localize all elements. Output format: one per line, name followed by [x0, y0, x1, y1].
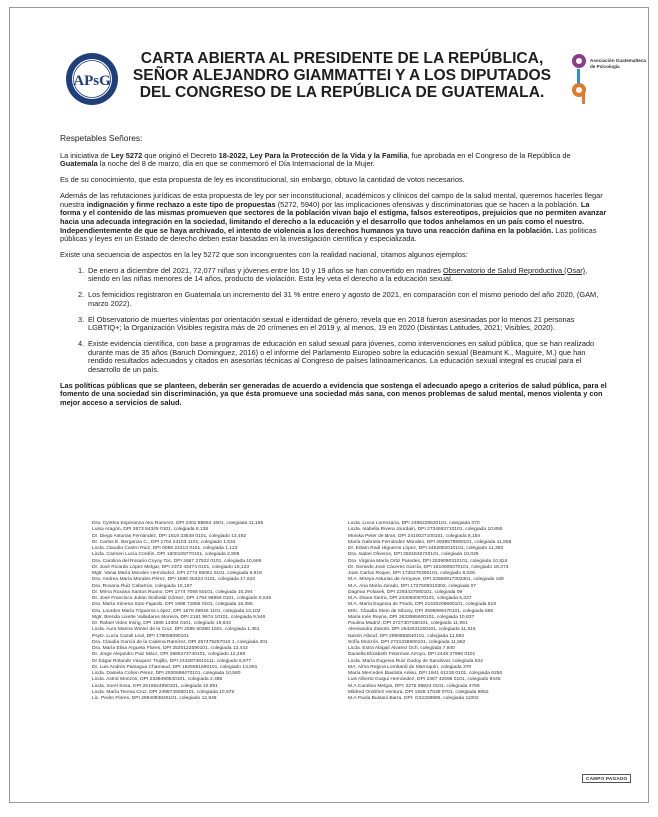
agp-logo-icon	[568, 52, 590, 108]
signature-line: Alessandra Zanotti, DPI 2542631150101, colegiada 11,916	[348, 627, 476, 633]
paragraph-2: Es de su conocimiento, que esta propuesta de ley es inconstitucional, sin embargo, obtuvo la cantidad de votos necesarios.	[60, 175, 465, 185]
list-item: 2. Los femicidios registraron en Guatemala un incremento del 31 % entre enero y agosto de 2021, en comparación con el mismo periodo del año 2020, (GAM, marzo 2022).	[78, 290, 599, 308]
signature-line: M.A Carolina Melgar, DPI: 2275 86824 0101, colegiada 4759	[348, 683, 480, 689]
signature-line: Sofía Monzón, DPI 2731336590101, colegiada 11,562	[348, 639, 466, 645]
closing-paragraph: Las políticas públicas que se planteen, deberán ser generadas de acuerdo a evidencia que sostenga el adecuado apego a criterios de salud pública, para el fomento de una sociedad sin discriminación, ya que ésta promueve una sociedad más sana, con menos problemas de salud mental, menos violenta y con mejor acceso a servicios de salud.	[60, 380, 607, 408]
letter-header	[10, 8, 648, 126]
list-item: 1. De enero a diciembre del 2021, 72,077 niñas y jóvenes entre los 10 y 19 años se han convertido en madres Observatorio de Salud Reproductiva (Osar), siendo en las niñas menores de 14 años, producto de violación. Esta ley veta el derecho a la educación sexual.	[78, 265, 588, 284]
signature-line: Dr. José Francisco Julián Sinibaldi Gómez, DPI 1794 96956 0101, colegiado 6,646	[92, 596, 272, 601]
paid-field-tag: CAMPO PAGADO	[582, 774, 631, 783]
signature-line: Licda. María Teresa Cruz, DPI 2496745050101, colegiada 10,579	[92, 689, 235, 695]
signature-line: M.A. Diana Sierra, DPI 2430630670101, colegiada 5,337	[348, 596, 472, 601]
signature-line: Licda. Aura Marina Winter de la Cruz, DPI 2585 60290 1601, colegiada 1,451	[92, 627, 260, 633]
osar-link[interactable]: Observatorio de Salud Reproductiva (Osar)	[442, 265, 586, 275]
signature-line: Dra. Isabel Oliveros, DPI 2501846720101, colegiada 10,029	[348, 552, 479, 558]
signature-line: Dr. Edwin Raúl Higueros López, DPI 2452002010101, colegiado 11,393	[348, 546, 504, 551]
signature-line: Dr. Luis Andrés Paniagua Chamaud, DPI 1625681690101, colegiado 13,991	[92, 664, 258, 670]
signature-line: PsyD. Lucía Cazali Leal, DPI 178058090101	[92, 633, 189, 639]
signature-line: Dr Edgar Rolando Vásquez Trujillo, DPI 2442874810111, colegiado 6,977	[92, 658, 252, 664]
greeting: Respetables Señores:	[60, 133, 143, 143]
signature-line: M.A Paola Bustani Barra. DPI: G32328985, colegiada 11002	[348, 696, 479, 701]
signature-line: Luis Alberto Guigui Hernández, DPI 2387 42695 0101, colegiado 9445	[348, 677, 501, 683]
signature-line: Mgtr. Vania María Morales Hernández, DPI 2774 85061 0101, colegiada 6,818	[92, 571, 262, 576]
apg-seal-logo-icon	[65, 52, 119, 106]
paragraph-3: Además de las refutaciones jurídicas de esta propuesta de ley por ser inconstitucional, académicos y clínicos del campo de la salud mental, queremos hacerles llegar nuestra indignación y firme rechazo a este tipo de propuestas (5272, 5940) por las implicaciones ofensivas y discriminatorias que se hacen a la población. La forma y el contenido de las mismas promueven que sectores de la población vivan bajo el estigma, falsos estereotipos, prejuicios que no permiten avanzar hacia una adecuada integración en la sociedad, limitando el derecho a la educación y el desarrollo que todos anhelamos en un país como el nuestro. Independientemente de que se haya archivado, el intento de violencia a los derechos humanos ya tuvo una reacción dañina en la población. Las políticas públicas y leyes en un Estado de derecho deben estar basadas en la investigación científica y especializada.	[60, 190, 607, 244]
list-item: 4. Existe evidencia científica, con base a programas de educación en salud sexual para jóvenes, como intervenciones en salud pública, que se han realizado durante mas de 35 años (Baruch Dominguez, 2016) o el informe del Parlamento Europeo sobre la educación sexual (Beamunt K., Maguire, M.) que han rendido resultados adecuados y citados en asesorías técnicas al Congreso de países latinoamericanos. La educación sexual integral es crucial para el desarrollo de un país.	[78, 338, 595, 375]
signature-line: MA. Alma Regina Lombardi de Marroquín, colegiada 370	[348, 664, 472, 670]
signature-line: Licda. Sorel Sosa, DPI 2519524950101, colegiada 10,851	[92, 683, 218, 689]
signature-line: María Mercedes Bautista Anleu, DPI 1941 61218 0101, colegiada 6250	[348, 671, 503, 676]
signature-line: Dr. Rafael Vides Irving, DPI 1595 14304 0101, colegiado 16,643	[92, 621, 231, 626]
signature-line: M.A. María Eugenia de Prado, DPI 22420206690101, colegiada 519	[348, 602, 496, 608]
signature-line: Nasrin Alloud, DPI 2990855540101, colegiada 11,853	[348, 633, 465, 639]
agp-logo	[568, 52, 646, 110]
signature-line: Dr. José Ricardo López Melgar, DPI 2372 43474 0101, colegiado 16,123	[92, 564, 250, 570]
examples-list	[60, 267, 608, 375]
signature-line: MSc. Claudia Stein de Sibony, DPI 2596089470101, colegiada 566	[348, 608, 494, 614]
signature-line: Mildred Ordóñez Ventura, DPI 1828 17539 0701, colegiada 6652	[348, 689, 489, 695]
signature-line: Licda. Astrid Monzón, DPI 2339490540101, colegiada 2,486	[92, 677, 223, 683]
signature-line: Dra. Lourdes María Trigueros López, DPI 1678 48046 1101, colegiada 12,102	[92, 608, 261, 614]
signature-line: Paulina Madriz, DPI 2727307180101, colegiada 11,991	[348, 621, 468, 626]
signature-line: Dr. Carlos E. Berganza C., DPI 1704 24103 1101, colegiado 1,534	[92, 539, 236, 545]
signatures	[92, 521, 592, 702]
signature-line: Licda. Claudia Castro Ruiz, DPI 0059 22413 0101, colegiada 1,123	[92, 546, 238, 551]
agp-logo-text: Asociación Guatemalteca de Psicología	[590, 58, 646, 69]
paragraph-1: La iniciativa de Ley 5272 que originó el Decreto 18-2022, Ley Para la Protección de la Vida y la Familia, fue aprobada en el Congreso de la República de Guatemala la noche del 8 de marzo, día en que se conmemoró el Día Internacional de la Mujer.	[60, 150, 571, 169]
signature-line: M.A. Ana María Jurado, DPI 1737509310302, colegiada 07	[348, 583, 477, 589]
signatures-right-column	[348, 521, 592, 702]
signature-line: Dra. Cynthia Esperanza Akú Ramírez, DPI 2301 98864 1601, colegiada 11,165	[92, 521, 264, 526]
signature-line: Licda. Estra Abigail Álvarez Och, colegiada 7,940	[348, 646, 455, 651]
signature-line: Dra. Carolina del Rosario Coyoy Toc, DPI 2667 27522 0101, colegiada 10,669	[92, 558, 262, 564]
signature-line: Licda. Isabella Rivera Jourdain, DPI 2734693710101, colegiada 10,855	[348, 527, 503, 533]
signature-line: Dr. Diego Asturias Fernández, DPI 1619 33548 0101, colegiado 13,492	[92, 533, 247, 539]
signature-line: Dagmar Polasek, DPI 2293437590101, colegiada 09	[348, 589, 463, 595]
signature-line: Dra. María Elisa Argueta Flores, DPI 2520122590101, colegiada 13,442	[92, 646, 248, 651]
apg-seal-text: APsG	[73, 73, 111, 89]
letter-body	[60, 134, 608, 415]
signature-line: Dra. Roxana Ruiz Cabarrús, colegiada 10,197	[92, 583, 193, 589]
list-item: 3. El Observatorio de muertes violentas por orientación sexual e identidad de género, revela que en 2018 fueron asesinadas por lo menos 21 personas LGBTIQ+; la Organización Visibles registra más de 20 crímenes en el 2019 y, al menos, 19 en 2020 (Distintas Latitudes, 2021; Visibles, 2020).	[78, 314, 575, 333]
signature-line: Dra. María Ximena Soto Fajardo, DPI 1988 71856 0101, colegiada 16,385	[92, 602, 253, 608]
signature-line: Dra. Virginia María Ortiz Paredes, DPI 2539090310101, colegiada 10,824	[348, 558, 508, 564]
signature-line: Dr. Jorge Alejandro Paiz Mácz, DPI 2686374740101, colegiado 12,459	[92, 652, 246, 658]
letter-title: CARTA ABIERTA AL PRESIDENTE DE LA REPÚBLICA, SEÑOR ALEJANDRO GIAMMATTEI Y A LOS DIPUTADOS DEL CONGRESO DE LA REPÚBLICA DE GUATEMALA.	[132, 50, 552, 102]
signature-line: Lic. Pedro Flores, DPI 2994093840101, colegiado 12,949	[92, 696, 217, 701]
paragraph-4: Existe una secuencia de aspectos en la ley 5272 que son incongruentes con la realidad nacional, citamos algunos ejemplos:	[60, 250, 468, 260]
signature-line: Luisa Aragón, DPI 2673 94349 0101, colegiada 8,138	[92, 527, 209, 533]
signature-line: Dra. Claudia García de la Cadena Ramírez, DPI 257475257010 1, colegiada 301	[92, 639, 268, 645]
signature-line: Licda. Lucía Lorenzana, DPI 2486228620101, colegiada 070	[348, 521, 480, 526]
signature-line: Daniella Elizabeth Feterman Arroyo, DPI 2448 37996 0101	[348, 652, 476, 658]
signature-line: Dra. Andrea María Morales Pérez, DPI 1580 25423 0101, colegiada 17,610	[92, 577, 256, 583]
signature-line: Monika Peter de Bran, DPI 2410027100101, colegiada 8,154	[348, 533, 481, 539]
signature-line: Licda. María Eugenia Ruiz Godoy de Sandoval, colegiada 534	[348, 658, 483, 664]
signature-line: M.A. Mireya Asturias de Arroyave, DPI 22666917303301, colegiada 169	[348, 577, 504, 583]
newspaper-page	[9, 7, 649, 803]
signature-line: Juan Carlos Roque, DPI 1730275390101, colegiado 6,029.	[348, 571, 477, 576]
signature-line: Licda. Daniela Cohen Pérez, DPI 2920698470101, colegiada 10,580	[92, 671, 241, 676]
signature-line: Dr. Gerardo José Cáceres García, DPI 1610605070101, colegiado 18,373	[348, 564, 509, 570]
signatures-left-column	[92, 521, 336, 702]
signature-line: María Gabriela Fernández Moraleo, DPI 2939579590101, colegiada 11,858	[348, 539, 512, 545]
signature-line: Dr. Mirna Roxana Santos Ruano, DPI 1774 7058 50101, colegiada 10,294	[92, 589, 253, 595]
signature-line: Licda. Carmen Lucía Cordón, DPI 1600109770101, colegiada 2,808	[92, 552, 240, 558]
signature-line: María Inés Reyna, DPI 2633595600101, colegiada 10,837	[348, 614, 475, 620]
signature-line: Mgtr. Brenda Lisette Valladares Moreira, DPI 2181 9674 10101, colegiada 9,546	[92, 614, 266, 620]
